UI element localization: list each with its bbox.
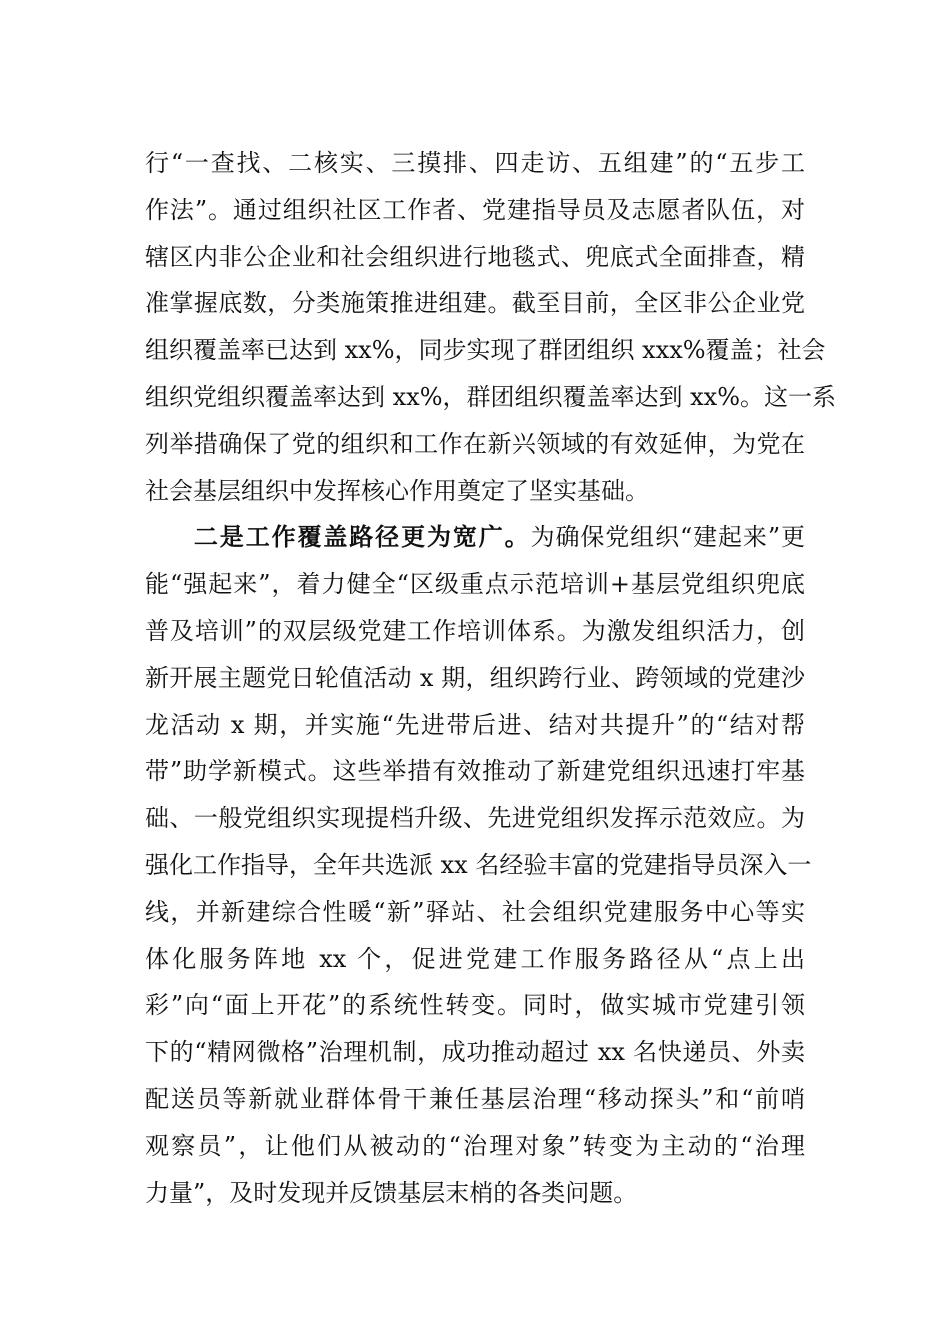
- text-line: 准掌握底数，分类施策推进组建。截至目前，全区非公企业党: [145, 289, 805, 318]
- text-line: 下的“精网微格”治理机制，成功推动超过 xx 名快递员、外卖: [145, 1038, 805, 1067]
- text-line: 普及培训”的双层级党建工作培训体系。为激发组织活力，创: [145, 616, 805, 645]
- paragraph-heading: 二是工作覆盖路径更为宽广。: [193, 522, 531, 552]
- text-line: 体化服务阵地 xx 个，促进党建工作服务路径从“点上出: [145, 944, 805, 973]
- text-line: 作法”。通过组织社区工作者、党建指导员及志愿者队伍，对: [145, 195, 805, 224]
- text-line: 础、一般党组织实现提档升级、先进党组织发挥示范效应。为: [145, 804, 805, 833]
- text-line: 社会基层组织中发挥核心作用奠定了坚实基础。: [145, 476, 649, 505]
- heading-line-rest: 为确保党组织“建起来”更: [530, 523, 805, 552]
- text-line: 力量”，及时发现并反馈基层末梢的各类问题。: [145, 1178, 638, 1207]
- text-line: 配送员等新就业群体骨干兼任基层治理“移动探头”和“前哨: [145, 1084, 805, 1113]
- text-line: 强化工作指导，全年共选派 xx 名经验丰富的党建指导员深入一: [145, 850, 812, 879]
- text-line: 带”助学新模式。这些举措有效推动了新建党组织迅速打牢基: [145, 757, 805, 786]
- text-line: 组织覆盖率已达到 xx%，同步实现了群团组织 xxx%覆盖；社会: [145, 336, 826, 365]
- text-line: 龙活动 x 期，并实施“先进带后进、结对共提升”的“结对帮: [145, 710, 805, 739]
- text-line: 列举措确保了党的组织和工作在新兴领域的有效延伸，为党在: [145, 429, 805, 458]
- text-line: 观察员”，让他们从被动的“治理对象”转变为主动的“治理: [145, 1131, 805, 1160]
- text-line: 行“一查找、二核实、三摸排、四走访、五组建”的“五步工: [145, 149, 805, 177]
- text-line: 彩”向“面上开花”的系统性转变。同时，做实城市党建引领: [145, 991, 805, 1020]
- text-line: 辖区内非公企业和社会组织进行地毯式、兜底式全面排查，精: [145, 242, 805, 271]
- text-line: 线，并新建综合性暖“新”驿站、社会组织党建服务中心等实: [145, 897, 805, 926]
- paragraph-first-line: [145, 514, 805, 561]
- text-line: 新开展主题党日轮值活动 x 期，组织跨行业、跨领域的党建沙: [145, 663, 805, 692]
- text-line: 能“强起来”，着力健全“区级重点示范培训+基层党组织兜底: [145, 570, 805, 599]
- text-line: 组织党组织覆盖率达到 xx%，群团组织覆盖率达到 xx%。这一系: [145, 382, 837, 411]
- body-text: [145, 140, 837, 1216]
